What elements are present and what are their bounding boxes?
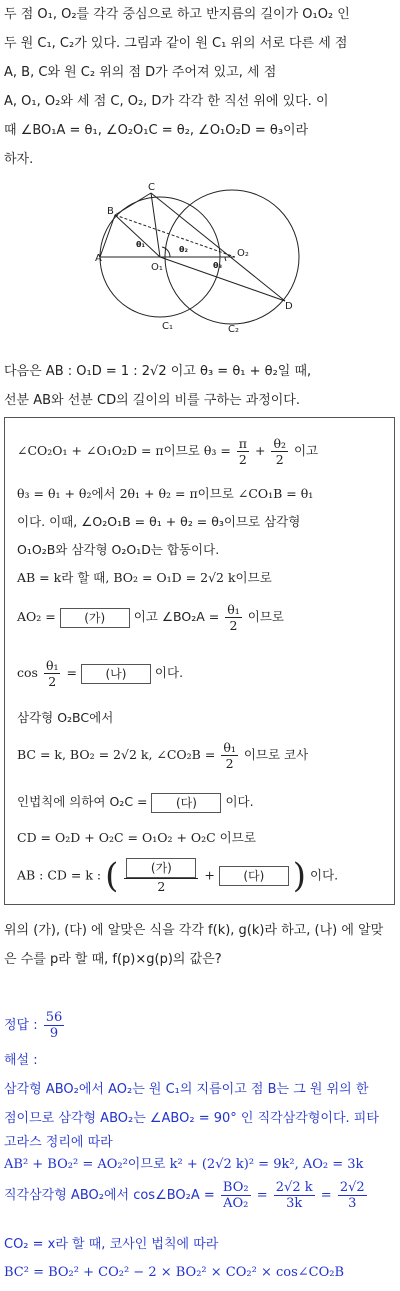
blank-na: (나) (81, 664, 151, 684)
blank-ga: (가) (60, 608, 130, 628)
solution-line-1: 삼각형 ABO₂에서 AO₂는 원 C₁의 지름이고 점 B는 그 원 위의 한 (4, 1082, 369, 1097)
intro-line-1: 두 점 O₁, O₂를 각각 중심으로 하고 반지름의 길이가 O₁O₂ 인 (4, 7, 350, 22)
derivation-box (4, 417, 395, 905)
solution-title: 해설 : (4, 1053, 38, 1068)
answer-value: $\frac{56}{9}$ (45, 1010, 63, 1041)
label-b: B (107, 206, 114, 217)
segment-c-o1 (151, 193, 160, 257)
box-row-12: AB : CD = k : ( $\frac{\text{(가)}}{2}$ + (다) ) 이다. (17, 856, 339, 896)
label-o1: O₁ (151, 262, 163, 273)
box-row-10: 인법칙에 의하여 O₂C = (다) 이다. (17, 792, 254, 813)
intro-line-2: 두 원 C₁, C₂가 있다. 그림과 같이 원 C₁ 위의 서로 다른 세 점 (4, 36, 348, 51)
blank-da: (다) (151, 793, 221, 813)
label-theta3: θ₃ (213, 261, 222, 270)
angle-mark-o1 (162, 247, 170, 257)
ask-line-2: 은 수를 p라 할 때, f(p)×g(p)의 값은? (4, 952, 222, 967)
segment-o1-d (160, 257, 285, 301)
box-row-11: CD = O₂D + O₂C = O₁O₂ + O₂C 이므로 (17, 830, 256, 845)
box-row-7: cos $\frac{\text{θ₁}}{2}$ = (나) 이다. (17, 658, 184, 689)
label-theta1: θ₁ (136, 240, 145, 249)
angle-mark-o2 (225, 257, 226, 261)
intro-line-5: 때 ∠BO₁A = θ₁, ∠O₂O₁C = θ₂, ∠O₁O₂D = θ₃이라 (4, 123, 309, 138)
segment-b-c (115, 193, 151, 215)
intro-line-6: 하자. (4, 152, 34, 167)
segment-b-o1 (115, 215, 160, 257)
solution-line-4: AB² + BO₂² = AO₂²이므로 k² + (2√2 k)² = 9k², AO₂ = 3k (4, 1157, 364, 1172)
answer (4, 1010, 396, 1041)
answer-label: 정답 : (4, 1018, 38, 1033)
question-line-2: 선분 AB와 선분 CD의 길이의 비를 구하는 과정이다. (4, 393, 301, 408)
label-c1: C₁ (162, 321, 173, 332)
solution-line-5: 직각삼각형 ABO₂에서 cos∠BO₂A = $\frac{\text{BO₂}}{\text{AO₂}}$ = $\frac{2√2 k}{3k}$ = $\frac{2√2}{3}$ (4, 1180, 365, 1211)
box-row-4: O₁O₂B와 삼각형 O₂O₁D는 합동이다. (17, 542, 220, 557)
box-row-2: θ₃ = θ₁ + θ₂에서 2θ₁ + θ₂ = π이므로 ∠CO₁B = θ₁ (17, 486, 314, 501)
question-line-1: 다음은 AB : O₁D = 1 : 2√2 이고 θ₃ = θ₁ + θ₂일 때, (4, 364, 312, 379)
box-row-1: ∠CO₂O₁ + ∠O₁O₂D = π이므로 θ₃ = $\frac{\pi}{2}$ + $\frac{\text{θ₂}}{2}$ 이고 (17, 436, 319, 467)
box-row-9: BC = k, BO₂ = 2√2 k, ∠CO₂B = $\frac{\text{θ₁}}{2}$ 이므로 코사 (17, 740, 309, 771)
geometry-figure (95, 178, 310, 343)
label-c2: C₂ (228, 324, 239, 335)
blank-da-2: (다) (219, 866, 289, 886)
label-d: D (285, 301, 293, 312)
segment-a-b (100, 215, 115, 257)
label-a: A (95, 253, 102, 264)
solution-line-6: CO₂ = x라 할 때, 코사인 법칙에 따라 (4, 1237, 219, 1252)
solution-line-3: 고라스 정리에 따라 (4, 1135, 113, 1150)
solution-line-7: BC² = BO₂² + CO₂² − 2 × BO₂² × CO₂² × cos∠CO₂B (4, 1265, 345, 1280)
box-row-3: 이다. 이때, ∠O₂O₁B = θ₁ + θ₂ = θ₃이므로 삼각형 (17, 514, 301, 529)
label-o2: O₂ (237, 248, 249, 259)
label-c: C (148, 182, 155, 193)
label-theta2: θ₂ (179, 245, 188, 254)
intro-line-4: A, O₁, O₂와 세 점 C, O₂, D가 각각 한 직선 위에 있다. 이 (4, 94, 329, 109)
intro-line-3: A, B, C와 원 C₂ 위의 점 D가 주어져 있고, 세 점 (4, 65, 277, 80)
box-row-6: AO₂ = (가) 이고 ∠BO₂A = $\frac{\text{θ₁}}{2}$ 이므로 (17, 602, 284, 633)
box-row-5: AB = k라 할 때, BO₂ = O₁D = 2√2 k이므로 (17, 570, 272, 585)
solution-line-2: 점이므로 삼각형 ABO₂는 ∠ABO₂ = 90° 인 직각삼각형이다. 피타 (4, 1111, 379, 1126)
blank-ga-2: (가) (126, 858, 196, 878)
ask-line-1: 위의 (가), (다) 에 알맞은 식을 각각 f(k), g(k)라 하고, (나) 에 알맞 (4, 923, 384, 938)
box-row-8: 삼각형 O₂BC에서 (17, 710, 114, 725)
